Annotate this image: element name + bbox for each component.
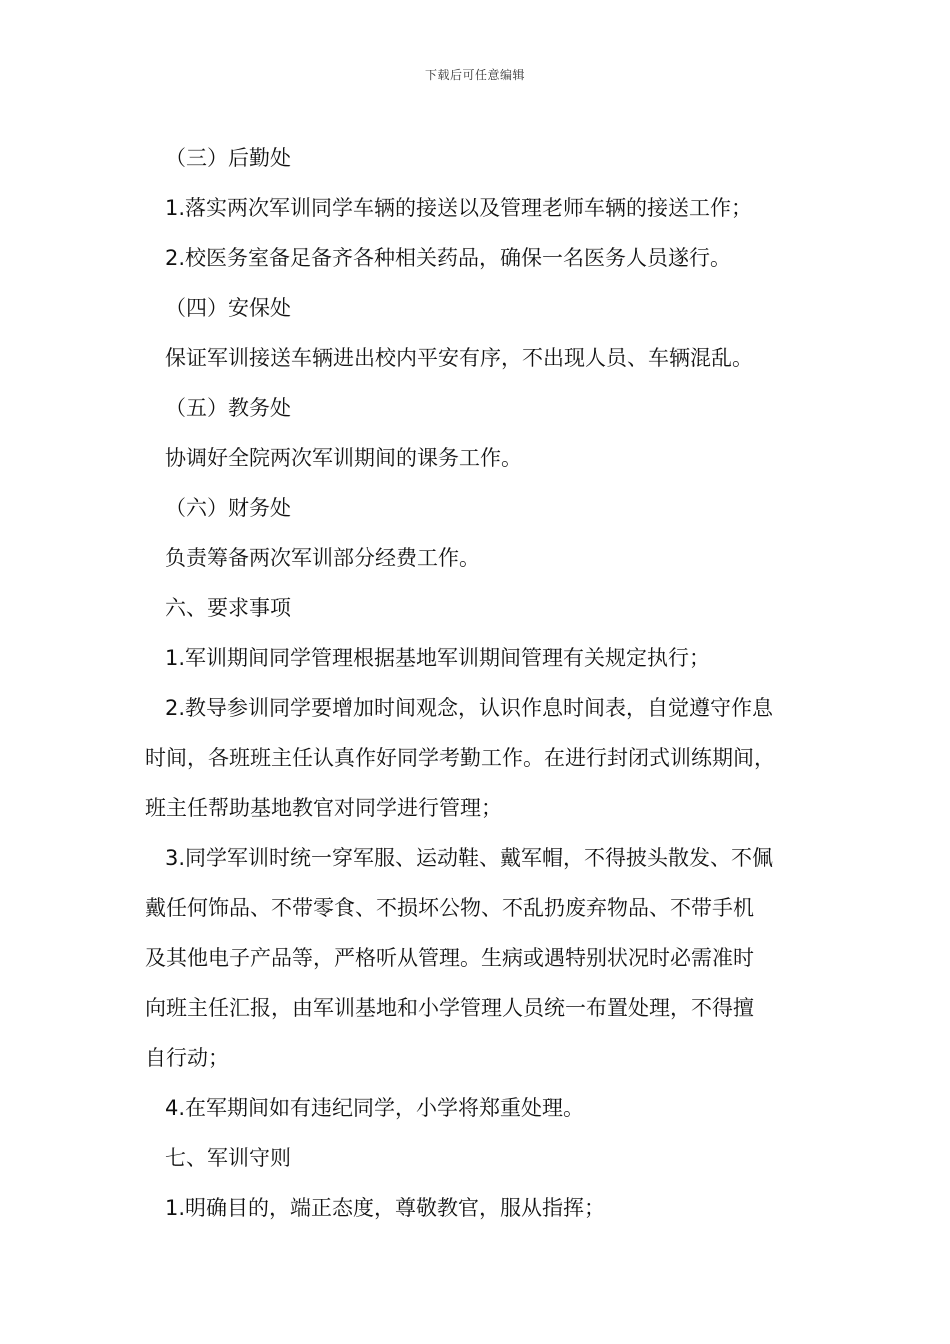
heading-security: （四）安保处 bbox=[165, 296, 291, 320]
paragraph-line: 及其他电子产品等，严格听从管理。生病或遇特别状况时必需准时 bbox=[145, 946, 754, 970]
page-header-note: 下载后可任意编辑 bbox=[424, 68, 525, 82]
logistics-item-1: 1.落实两次军训同学车辆的接送以及管理老师车辆的接送工作； bbox=[165, 196, 753, 220]
heading-finance: （六）财务处 bbox=[165, 496, 291, 520]
heading-logistics: （三）后勤处 bbox=[165, 146, 291, 170]
paragraph-line: 向班主任汇报，由军训基地和小学管理人员统一布置处理，不得擅 bbox=[145, 996, 754, 1020]
requirement-item-4: 4.在军期间如有违纪同学，小学将郑重处理。 bbox=[165, 1096, 585, 1120]
paragraph-line: 2.教导参训同学要增加时间观念，认识作息时间表，自觉遵守作息 bbox=[165, 696, 774, 720]
paragraph-line: 自行动； bbox=[145, 1046, 229, 1070]
academic-affairs-text: 协调好全院两次军训期间的课务工作。 bbox=[165, 446, 522, 470]
requirement-item-2 bbox=[145, 683, 825, 833]
document-body bbox=[145, 133, 825, 1233]
training-rule-1: 1.明确目的，端正态度，尊敬教官，服从指挥； bbox=[165, 1196, 606, 1220]
finance-text: 负责筹备两次军训部分经费工作。 bbox=[165, 546, 480, 570]
paragraph-line: 时间，各班班主任认真作好同学考勤工作。在进行封闭式训练期间， bbox=[145, 746, 775, 770]
paragraph-line: 班主任帮助基地教官对同学进行管理； bbox=[145, 796, 502, 820]
security-text: 保证军训接送车辆进出校内平安有序，不出现人员、车辆混乱。 bbox=[165, 346, 753, 370]
heading-academic-affairs: （五）教务处 bbox=[165, 396, 291, 420]
heading-requirements: 六、要求事项 bbox=[165, 596, 291, 620]
requirement-item-1: 1.军训期间同学管理根据基地军训期间管理有关规定执行； bbox=[165, 646, 711, 670]
logistics-item-2: 2.校医务室备足备齐各种相关药品，确保一名医务人员遂行。 bbox=[165, 246, 732, 270]
paragraph-line: 3.同学军训时统一穿军服、运动鞋、戴军帽，不得披头散发、不佩 bbox=[165, 846, 774, 870]
requirement-item-3 bbox=[145, 833, 825, 1083]
paragraph-line: 戴任何饰品、不带零食、不损坏公物、不乱扔废弃物品、不带手机 bbox=[145, 896, 754, 920]
heading-training-rules: 七、军训守则 bbox=[165, 1146, 291, 1170]
